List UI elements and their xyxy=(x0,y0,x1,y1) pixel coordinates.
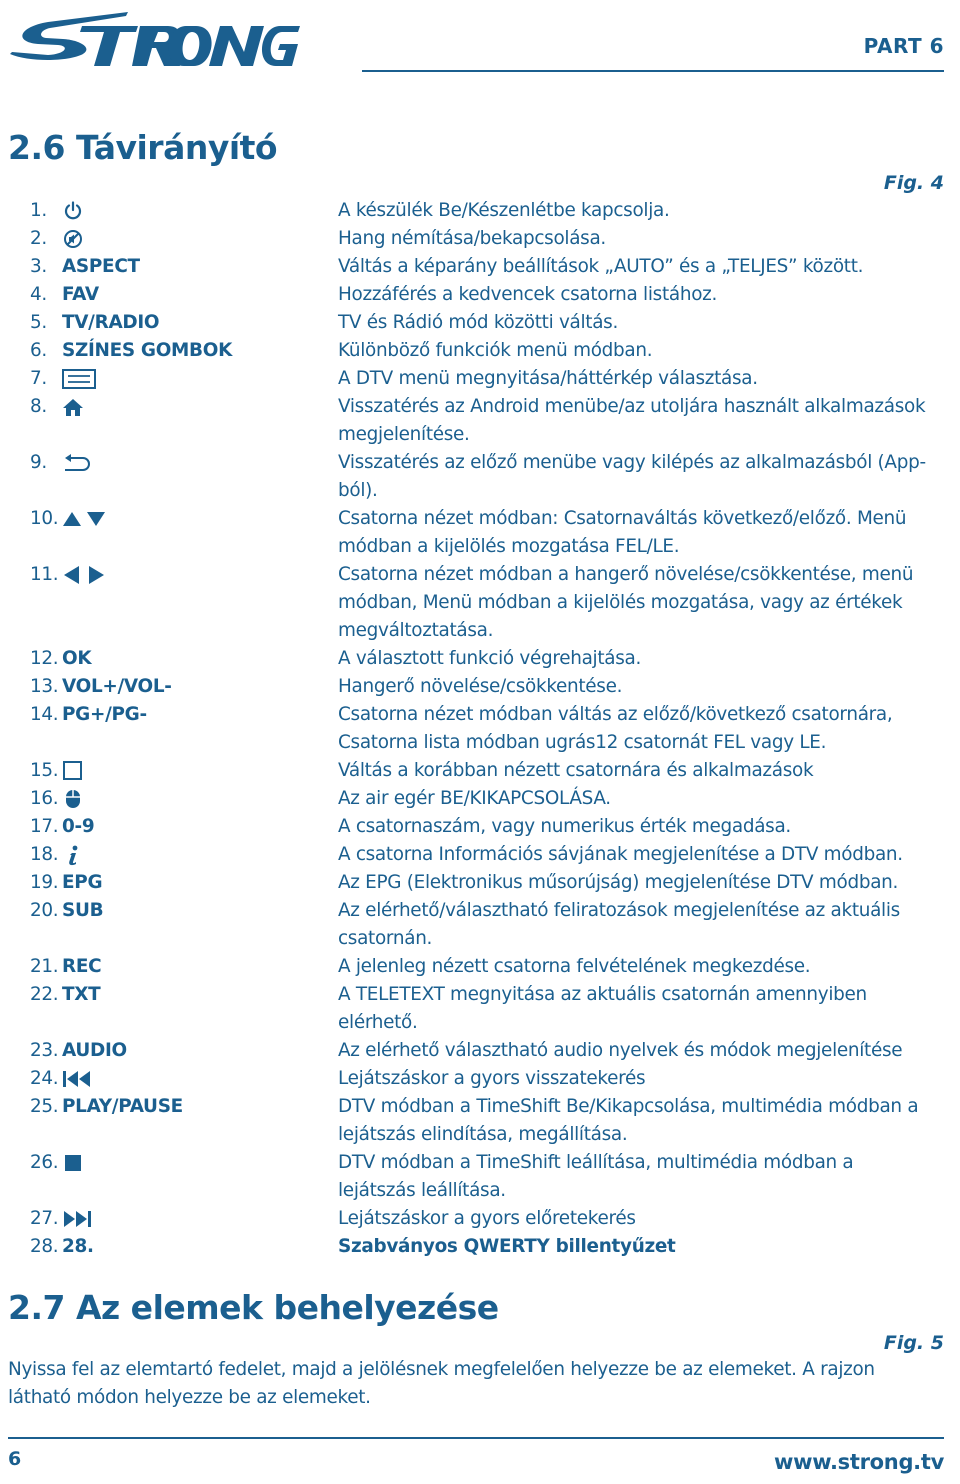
item-number: 2. xyxy=(30,228,47,249)
list-item xyxy=(30,505,950,561)
header-divider xyxy=(362,70,944,72)
list-item xyxy=(30,281,950,309)
fig-4-label: Fig. 4 xyxy=(883,172,944,194)
item-description-line: Hang némítása/bekapcsolása. xyxy=(338,228,606,249)
section-title-remote: 2.6 Távirányító xyxy=(8,128,278,167)
item-description-line: elérhető. xyxy=(338,1012,418,1033)
item-description xyxy=(338,197,950,225)
item-label: TXT xyxy=(62,984,101,1005)
item-label: TV/RADIO xyxy=(62,312,160,333)
item-label: PLAY/PAUSE xyxy=(62,1096,183,1117)
stop-icon xyxy=(62,1152,84,1174)
footer-url: www.strong.tv xyxy=(774,1450,944,1474)
item-description-line: A választott funkció végrehajtása. xyxy=(338,648,642,669)
mute-icon xyxy=(62,228,84,250)
home-icon xyxy=(62,396,84,418)
item-description xyxy=(338,981,950,1037)
item-description-line: Csatorna nézet módban: Csatornaváltás következő/előző. Menü xyxy=(338,508,907,529)
item-description-line: A készülék Be/Készenlétbe kapcsolja. xyxy=(338,200,670,221)
item-description xyxy=(338,1037,950,1065)
item-description-line: lejátszás leállítása. xyxy=(338,1180,506,1201)
footer-divider xyxy=(8,1437,944,1439)
item-label xyxy=(62,505,338,533)
item-description-line: A jelenleg nézett csatorna felvételének megkezdése. xyxy=(338,956,811,977)
item-number: 10. xyxy=(30,508,59,529)
list-item xyxy=(30,673,950,701)
item-number: 14. xyxy=(30,704,59,725)
list-item xyxy=(30,981,950,1037)
item-label xyxy=(62,197,338,225)
item-description xyxy=(338,869,950,897)
item-description xyxy=(338,645,950,673)
item-description xyxy=(338,841,950,869)
list-item xyxy=(30,1149,950,1205)
item-label xyxy=(62,225,338,253)
item-label: OK xyxy=(62,648,92,669)
list-item xyxy=(30,645,950,673)
list-item xyxy=(30,813,950,841)
list-item xyxy=(30,253,950,281)
item-description xyxy=(338,393,950,449)
item-description-line: Visszatérés az előző menübe vagy kilépés az alkalmazásból (App- xyxy=(338,452,926,473)
item-label: EPG xyxy=(62,872,103,893)
item-description-line: Csatorna nézet módban a hangerő növelése/csökkentése, menü xyxy=(338,564,914,585)
info-icon xyxy=(62,844,84,866)
list-item xyxy=(30,953,950,981)
item-description xyxy=(338,365,950,393)
item-description-line: ból). xyxy=(338,480,378,501)
square-icon xyxy=(62,760,84,782)
item-number: 28. xyxy=(30,1236,59,1257)
menu-icon xyxy=(62,368,96,390)
item-label xyxy=(62,1065,338,1093)
item-description-line: Lejátszáskor a gyors visszatekerés xyxy=(338,1068,646,1089)
list-item xyxy=(30,757,950,785)
item-label xyxy=(62,841,338,869)
item-description-line: DTV módban a TimeShift Be/Kikapcsolása, multimédia módban a xyxy=(338,1096,919,1117)
item-number: 8. xyxy=(30,396,47,417)
item-label xyxy=(62,1149,338,1177)
item-description-line: Hozzáférés a kedvencek csatorna listához. xyxy=(338,284,718,305)
item-number: 4. xyxy=(30,284,47,305)
mouse-icon xyxy=(62,788,84,810)
item-description-line: megváltoztatása. xyxy=(338,620,494,641)
item-label: ASPECT xyxy=(62,256,140,277)
item-description xyxy=(338,225,950,253)
item-number: 24. xyxy=(30,1068,59,1089)
item-label xyxy=(62,561,338,589)
item-label: FAV xyxy=(62,284,99,305)
item-description xyxy=(338,785,950,813)
item-description-line: lejátszás elindítása, megállítása. xyxy=(338,1124,628,1145)
item-number: 27. xyxy=(30,1208,59,1229)
item-description xyxy=(338,953,950,981)
item-description-line: A csatorna Információs sávjának megjelenítése a DTV módban. xyxy=(338,844,903,865)
item-description xyxy=(338,701,950,757)
item-description xyxy=(338,337,950,365)
item-number: 22. xyxy=(30,984,59,1005)
list-item xyxy=(30,869,950,897)
item-description xyxy=(338,309,950,337)
list-item xyxy=(30,225,950,253)
back-icon xyxy=(62,452,94,474)
item-number: 18. xyxy=(30,844,59,865)
list-item xyxy=(30,449,950,505)
item-number: 9. xyxy=(30,452,47,473)
list-item xyxy=(30,365,950,393)
item-description xyxy=(338,1065,950,1093)
item-description xyxy=(338,813,950,841)
item-description xyxy=(338,1205,950,1233)
list-item xyxy=(30,337,950,365)
page-number: 6 xyxy=(8,1448,22,1470)
item-description-line: A csatornaszám, vagy numerikus érték megadása. xyxy=(338,816,791,837)
item-description-line: megjelenítése. xyxy=(338,424,470,445)
list-item xyxy=(30,841,950,869)
item-number: 23. xyxy=(30,1040,59,1061)
list-item xyxy=(30,701,950,757)
item-label xyxy=(62,393,338,421)
battery-instructions-line: látható módon helyezze be az elemeket. xyxy=(8,1387,371,1408)
item-description xyxy=(338,673,950,701)
strong-logo xyxy=(8,10,308,68)
fig-5-label: Fig. 5 xyxy=(883,1332,944,1354)
item-description xyxy=(338,1233,950,1261)
battery-instructions-line: Nyissa fel az elemtartó fedelet, majd a jelölésnek megfelelően helyezze be az elemeket. A rajzon xyxy=(8,1359,875,1380)
list-item xyxy=(30,1037,950,1065)
item-description-line: Az EPG (Elektronikus műsorújság) megjelenítése DTV módban. xyxy=(338,872,899,893)
item-number: 26. xyxy=(30,1152,59,1173)
item-description-line: Csatorna lista módban ugrás12 csatornát FEL vagy LE. xyxy=(338,732,827,753)
rewind-icon xyxy=(62,1068,92,1090)
item-description-line: Lejátszáskor a gyors előretekerés xyxy=(338,1208,636,1229)
item-label: AUDIO xyxy=(62,1040,127,1061)
item-description xyxy=(338,449,950,505)
item-description-line: módban, Menü módban a kijelölés mozgatása, vagy az értékek xyxy=(338,592,903,613)
item-description-line: A DTV menü megnyitása/háttérkép választása. xyxy=(338,368,758,389)
item-description-line: A TELETEXT megnyitása az aktuális csatornán amennyiben xyxy=(338,984,867,1005)
item-label xyxy=(62,757,338,785)
item-description xyxy=(338,1149,950,1205)
item-number: 20. xyxy=(30,900,59,921)
item-description-line: Az elérhető/választható feliratozások megjelenítése az aktuális xyxy=(338,900,900,921)
item-number: 12. xyxy=(30,648,59,669)
item-description-line: TV és Rádió mód közötti váltás. xyxy=(338,312,619,333)
list-item xyxy=(30,1065,950,1093)
remote-button-list xyxy=(30,197,950,1261)
fast-forward-icon xyxy=(62,1208,92,1230)
list-item xyxy=(30,197,950,225)
item-description-line: Csatorna nézet módban váltás az előző/következő csatornára, xyxy=(338,704,893,725)
item-label: SUB xyxy=(62,900,104,921)
item-description-line: Hangerő növelése/csökkentése. xyxy=(338,676,623,697)
item-description-line: Különböző funkciók menü módban. xyxy=(338,340,653,361)
item-label: PG+/PG- xyxy=(62,704,147,725)
item-number: 5. xyxy=(30,312,47,333)
section-title-batteries: 2.7 Az elemek behelyezése xyxy=(8,1288,499,1327)
item-label: 28. xyxy=(62,1236,94,1257)
item-number: 25. xyxy=(30,1096,59,1117)
list-item xyxy=(30,1093,950,1149)
item-description-line: Az elérhető választható audio nyelvek és módok megjelenítése xyxy=(338,1040,903,1061)
item-description xyxy=(338,897,950,953)
item-description xyxy=(338,1093,950,1149)
item-label xyxy=(62,449,338,477)
item-number: 13. xyxy=(30,676,59,697)
list-item xyxy=(30,1205,950,1233)
item-description xyxy=(338,281,950,309)
item-label xyxy=(62,365,338,393)
item-description-line: Visszatérés az Android menübe/az utoljára használt alkalmazások xyxy=(338,396,926,417)
item-description-line: Az air egér BE/KIKAPCSOLÁSA. xyxy=(338,788,611,809)
item-description-line: csatornán. xyxy=(338,928,433,949)
item-number: 19. xyxy=(30,872,59,893)
item-description-line: módban a kijelölés mozgatása FEL/LE. xyxy=(338,536,680,557)
item-description xyxy=(338,561,950,645)
list-item xyxy=(30,897,950,953)
item-number: 1. xyxy=(30,200,47,221)
item-number: 15. xyxy=(30,760,59,781)
item-description-line: DTV módban a TimeShift leállítása, multimédia módban a xyxy=(338,1152,854,1173)
item-description xyxy=(338,505,950,561)
item-label: REC xyxy=(62,956,102,977)
battery-instructions xyxy=(8,1356,908,1412)
item-number: 11. xyxy=(30,564,59,585)
item-description-line: Váltás a korábban nézett csatornára és alkalmazások xyxy=(338,760,814,781)
item-label xyxy=(62,785,338,813)
item-label: 0-9 xyxy=(62,816,95,837)
item-number: 17. xyxy=(30,816,59,837)
item-description xyxy=(338,757,950,785)
list-item xyxy=(30,785,950,813)
item-number: 21. xyxy=(30,956,59,977)
list-item xyxy=(30,1233,950,1261)
power-icon xyxy=(62,200,84,222)
left-right-icon xyxy=(62,564,106,586)
list-item xyxy=(30,561,950,645)
item-description-line: Szabványos QWERTY billentyűzet xyxy=(338,1236,676,1257)
up-down-icon xyxy=(62,508,106,530)
part-label: PART 6 xyxy=(863,34,944,58)
item-description-line: Váltás a képarány beállítások „AUTO” és a „TELJES” között. xyxy=(338,256,864,277)
item-number: 16. xyxy=(30,788,59,809)
item-number: 3. xyxy=(30,256,47,277)
item-label: VOL+/VOL- xyxy=(62,676,172,697)
list-item xyxy=(30,393,950,449)
item-number: 6. xyxy=(30,340,47,361)
item-description xyxy=(338,253,950,281)
list-item xyxy=(30,309,950,337)
item-label: SZÍNES GOMBOK xyxy=(62,340,233,361)
item-label xyxy=(62,1205,338,1233)
item-number: 7. xyxy=(30,368,47,389)
